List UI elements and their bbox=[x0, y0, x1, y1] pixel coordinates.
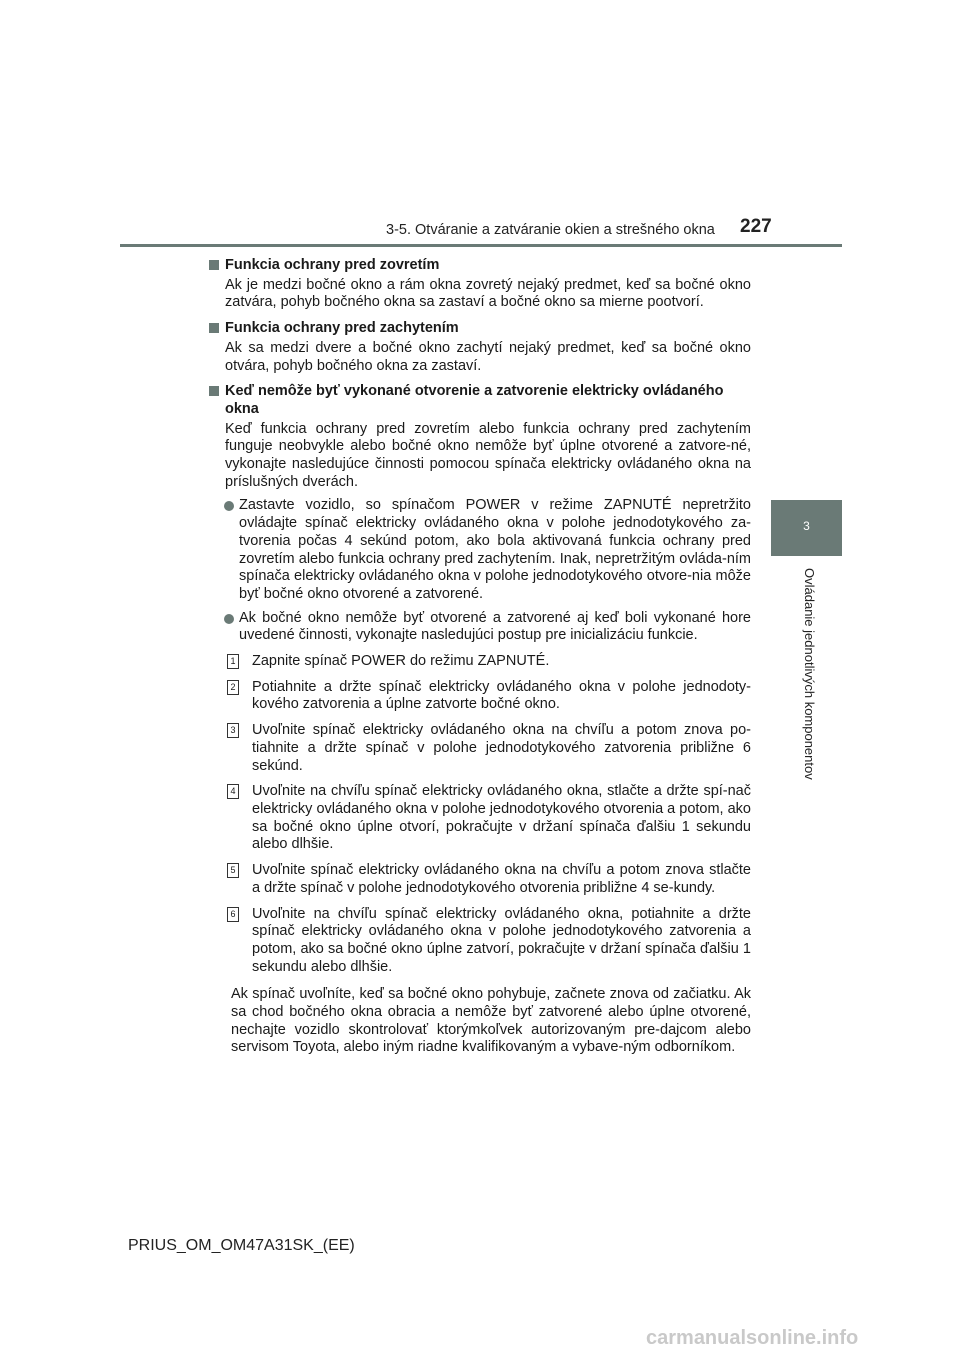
list-item: Zastavte vozidlo, so spínačom POWER v režime ZAPNUTÉ nepretržito ovládajte spínač elektricky ovládaného okna v polohe jednodotykového za-tvorenia počas 4 sekúnd potom, ako bola aktivovaná funkcia ochrany pred zovretím alebo funkcia ochrany pred zachytením. Inak, nepretržitým ovláda-ním spínača elektricky ovládaného okna v polohe jednodotykového otvore-nia môže byť bočné okno otvorené a zatvorené. bbox=[221, 497, 751, 603]
step-number-badge: 1 bbox=[227, 654, 239, 669]
chapter-tab-number: 3 bbox=[803, 519, 810, 533]
step-5: 5 Uvoľnite spínač elektricky ovládaného okna na chvíľu a potom znova stlačte a držte spínač v polohe jednodotykového otvorenia približne 4 se-kundy. bbox=[227, 862, 751, 897]
list-item: Ak bočné okno nemôže byť otvorené a zatvorené aj keď boli vykonané hore uvedené činnosti, vykonajte nasledujúci postup pre inicializáciu funkcie. bbox=[221, 610, 751, 645]
step-6: 6 Uvoľnite na chvíľu spínač elektricky ovládaného okna, potiahnite a držte spínač elektricky ovládaného okna v polohe jednodotykového zatvorenia a potom, ako sa bočné okno úplne zatvorí, pokračujte v držaní spínača ďalšiu 1 sekundu alebo dlhšie. bbox=[227, 906, 751, 977]
section-window-failure bbox=[206, 383, 751, 1057]
step-number-badge: 3 bbox=[227, 723, 239, 738]
header-section-title: 3-5. Otváranie a zatváranie okien a strešného okna bbox=[386, 222, 715, 238]
square-bullet-icon bbox=[209, 260, 219, 270]
round-bullet-icon bbox=[224, 501, 234, 511]
square-bullet-icon bbox=[209, 386, 219, 396]
square-bullet-icon bbox=[209, 323, 219, 333]
step-number-badge: 5 bbox=[227, 863, 239, 878]
step-number-badge: 6 bbox=[227, 907, 239, 922]
watermark: carmanualsonline.info bbox=[646, 1327, 859, 1349]
section-text: Ak je medzi bočné okno a rám okna zovretý nejaký predmet, keď sa bočné okno zatvára, pohyb bočného okna sa zastaví a bočné okno sa mierne pootvorí. bbox=[225, 276, 751, 311]
step-number-badge: 4 bbox=[227, 784, 239, 799]
header-divider bbox=[120, 244, 842, 247]
step-1: 1 Zapnite spínač POWER do režimu ZAPNUTÉ. bbox=[227, 653, 751, 671]
chapter-tab-label: Ovládanie jednotlivých komponentov bbox=[802, 568, 817, 780]
section-text: Ak sa medzi dvere a bočné okno zachytí nejaký predmet, keď sa bočné okno otvára, pohyb bočného okna za zastaví. bbox=[225, 339, 751, 374]
section-text: Keď funkcia ochrany pred zovretím alebo funkcia ochrany pred zachytením funguje neobvykle alebo bočné okno nemôže byť úplne otvorené a zatvore-né, vykonajte nasledujúce činnosti pomocou spínača elektricky ovládaného okna na príslušných dverách. bbox=[225, 420, 751, 490]
step-3: 3 Uvoľnite spínač elektricky ovládaného okna na chvíľu a potom znova po-tiahnite a držte spínač v polohe jednodotykového zatvorenia približne 6 sekúnd. bbox=[227, 722, 751, 775]
document-code: PRIUS_OM_OM47A31SK_(EE) bbox=[128, 1237, 355, 1254]
section-catch-protection bbox=[206, 320, 751, 375]
step-number-badge: 2 bbox=[227, 680, 239, 695]
step-4: 4 Uvoľnite na chvíľu spínač elektricky ovládaného okna, stlačte a držte spí-nač elektricky ovládaného okna v polohe jednodotykového otvorenia a potom, ako sa bočné okno úplne otvorí, pokračujte v držaní spínača ďalšiu 1 sekundu alebo dlhšie. bbox=[227, 783, 751, 854]
section-heading: Funkcia ochrany pred zovretím bbox=[206, 257, 751, 275]
page-number: 227 bbox=[740, 216, 772, 237]
section-heading: Keď nemôže byť vykonané otvorenie a zatvorenie elektricky ovládaného okna bbox=[206, 383, 751, 418]
section-pinch-protection bbox=[206, 257, 751, 312]
page-content bbox=[206, 253, 751, 1065]
round-bullet-icon bbox=[224, 614, 234, 624]
section-heading: Funkcia ochrany pred zachytením bbox=[206, 320, 751, 338]
step-2: 2 Potiahnite a držte spínač elektricky ovládaného okna v polohe jednodoty-kového zatvorenia a úplne zatvorte bočné okno. bbox=[227, 679, 751, 714]
closing-note: Ak spínač uvoľníte, keď sa bočné okno pohybuje, začnete znova od začiatku. Ak sa chod bočného okna obracia a nemôže byť zatvorené alebo úplne otvorené, nechajte vozidlo skontrolovať ktorýmkoľvek autorizovaným pre-dajcom alebo servisom Toyota, alebo iným riadne kvalifikovaným a vybave-ným odborníkom. bbox=[231, 986, 751, 1056]
